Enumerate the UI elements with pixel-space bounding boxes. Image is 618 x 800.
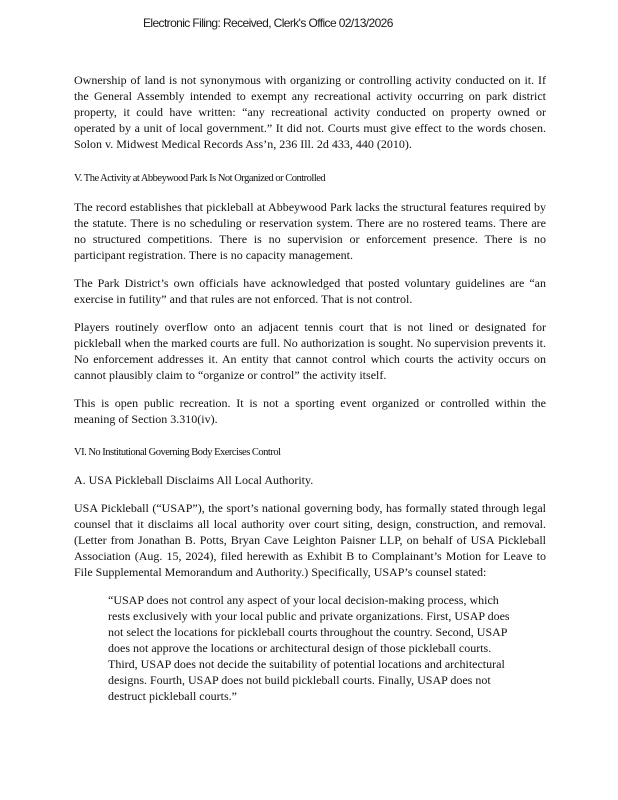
paragraph-officials: The Park District’s own officials have acknowledged that posted voluntary guidelines are “an exercise in futility” and that rules are not enforced. That is not control.	[74, 276, 546, 306]
section-v-body	[74, 199, 546, 439]
paragraph-open-recreation: This is open public recreation. It is not a sporting event organized or controlled within the meaning of Section 3.310(iv).	[74, 396, 546, 426]
document-body	[74, 72, 546, 164]
paragraph-overflow: Players routinely overflow onto an adjacent tennis court that is not lined or designated for pickleball when the marked courts are full. No authorization is sought. No supervision prevents it. No enforcement addresses it. An entity that cannot control which courts the activity occurs on cannot plausibly claim to “organize or control” the activity itself.	[74, 320, 546, 382]
section-heading-v: V. The Activity at Abbeywood Park Is Not Organized or Controlled	[74, 173, 326, 184]
subheading-a: A. USA Pickleball Disclaims All Local Authority.	[74, 473, 314, 487]
section-vi-body	[74, 472, 546, 704]
paragraph-ownership: Ownership of land is not synonymous with organizing or controlling activity conducted on it. If the General Assembly intended to exempt any recreational activity occurring on park district property, it could have written: “any recreational activity conducted on property owned or operated by a unit of local government.” It did not. Courts must give effect to the words chosen. Solon v. Midwest Medical Records Ass’n, 236 Ill. 2d 433, 440 (2010).	[74, 73, 546, 151]
section-heading-vi: VI. No Institutional Governing Body Exercises Control	[74, 447, 281, 458]
section-v	[74, 171, 546, 187]
paragraph-usap: USA Pickleball (“USAP”), the sport’s national governing body, has formally stated through legal counsel that it disclaims all local authority over court siting, design, construction, and removal. (Letter from Jonathan B. Potts, Bryan Cave Leighton Paisner LLP, on behalf of USA Pickleball Association (Aug. 15, 2024), filed herewith as Exhibit B to Complainant’s Motion for Leave to File Supplemental Memorandum and Authority.) Specifically, USAP’s counsel stated:	[74, 501, 546, 579]
filing-stamp: Electronic Filing: Received, Clerk's Office 02/13/2026	[143, 16, 393, 30]
block-quote: “USAP does not control any aspect of your local decision-making process, which rests exclusively with your local public and private organizations. First, USAP does not select the locations for pickleball courts throughout the country. Second, USAP does not approve the locations or architectural design of those pickleball courts. Third, USAP does not decide the suitability of potential locations and architectural designs. Fourth, USAP does not build pickleball courts. Finally, USAP does not destruct pickleball courts.”	[108, 593, 510, 703]
section-vi	[74, 445, 546, 461]
paragraph-record: The record establishes that pickleball at Abbeywood Park lacks the structural features required by the statute. There is no scheduling or reservation system. There are no rostered teams. There are no structured competitions. There is no supervision or enforcement presence. There is no participant registration. There is no capacity management.	[74, 200, 546, 262]
